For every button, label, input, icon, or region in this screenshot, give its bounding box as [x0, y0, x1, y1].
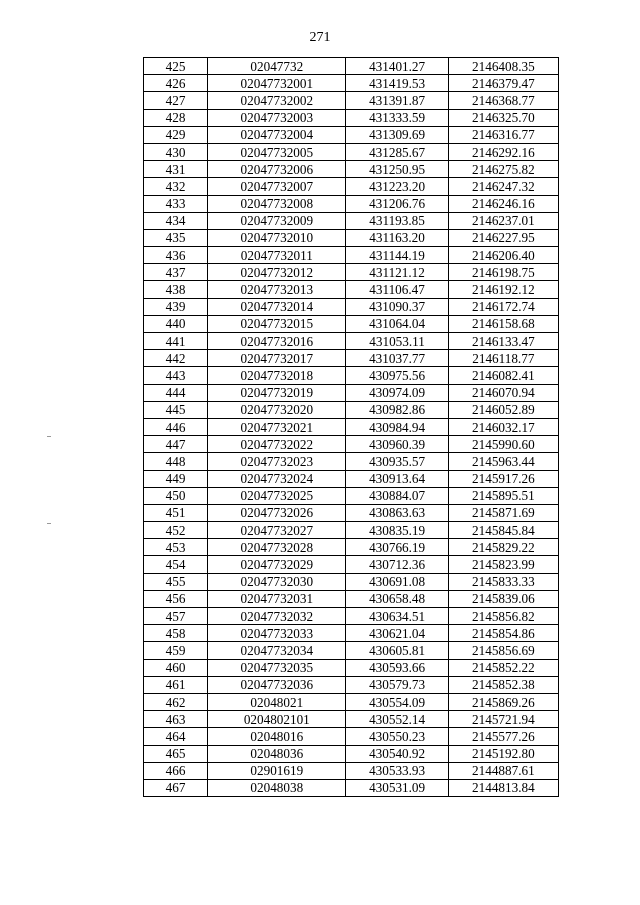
row-number-cell: 451 [144, 504, 208, 521]
y-coordinate-cell: 2146316.77 [448, 126, 558, 143]
row-number-cell: 425 [144, 58, 208, 75]
table-row [144, 436, 559, 453]
point-id-cell: 02047732 [208, 58, 346, 75]
x-coordinate-cell: 430533.93 [346, 762, 448, 779]
table-body [144, 58, 559, 797]
y-coordinate-cell: 2145854.86 [448, 625, 558, 642]
x-coordinate-cell: 431401.27 [346, 58, 448, 75]
row-number-cell: 453 [144, 539, 208, 556]
y-coordinate-cell: 2145869.26 [448, 693, 558, 710]
table-row [144, 333, 559, 350]
y-coordinate-cell: 2145823.99 [448, 556, 558, 573]
table-row [144, 573, 559, 590]
x-coordinate-cell: 431309.69 [346, 126, 448, 143]
y-coordinate-cell: 2146052.89 [448, 401, 558, 418]
table-row [144, 659, 559, 676]
row-number-cell: 447 [144, 436, 208, 453]
point-id-cell: 02047732003 [208, 109, 346, 126]
point-id-cell: 02047732002 [208, 92, 346, 109]
table-row [144, 350, 559, 367]
point-id-cell: 02047732024 [208, 470, 346, 487]
x-coordinate-cell: 430691.08 [346, 573, 448, 590]
point-id-cell: 02048038 [208, 779, 346, 796]
table-row [144, 470, 559, 487]
x-coordinate-cell: 430621.04 [346, 625, 448, 642]
table-row [144, 487, 559, 504]
table-row [144, 264, 559, 281]
x-coordinate-cell: 430960.39 [346, 436, 448, 453]
x-coordinate-cell: 431106.47 [346, 281, 448, 298]
row-number-cell: 435 [144, 229, 208, 246]
row-number-cell: 438 [144, 281, 208, 298]
y-coordinate-cell: 2146379.47 [448, 75, 558, 92]
y-coordinate-cell: 2145577.26 [448, 728, 558, 745]
point-id-cell: 02047732022 [208, 436, 346, 453]
y-coordinate-cell: 2145845.84 [448, 522, 558, 539]
row-number-cell: 455 [144, 573, 208, 590]
table-row [144, 229, 559, 246]
x-coordinate-cell: 430935.57 [346, 453, 448, 470]
point-id-cell: 02047732014 [208, 298, 346, 315]
table-row [144, 126, 559, 143]
y-coordinate-cell: 2144887.61 [448, 762, 558, 779]
y-coordinate-cell: 2146070.94 [448, 384, 558, 401]
x-coordinate-cell: 430554.09 [346, 693, 448, 710]
x-coordinate-cell: 430634.51 [346, 608, 448, 625]
table-row [144, 178, 559, 195]
point-id-cell: 02047732009 [208, 212, 346, 229]
table-row [144, 298, 559, 315]
table-row [144, 556, 559, 573]
row-number-cell: 434 [144, 212, 208, 229]
row-number-cell: 449 [144, 470, 208, 487]
y-coordinate-cell: 2146032.17 [448, 418, 558, 435]
table-row [144, 247, 559, 264]
point-id-cell: 02047732004 [208, 126, 346, 143]
table-row [144, 728, 559, 745]
x-coordinate-cell: 431223.20 [346, 178, 448, 195]
y-coordinate-cell: 2145963.44 [448, 453, 558, 470]
table-row [144, 745, 559, 762]
y-coordinate-cell: 2146118.77 [448, 350, 558, 367]
row-number-cell: 428 [144, 109, 208, 126]
x-coordinate-cell: 430579.73 [346, 676, 448, 693]
x-coordinate-cell: 430863.63 [346, 504, 448, 521]
row-number-cell: 462 [144, 693, 208, 710]
row-number-cell: 454 [144, 556, 208, 573]
y-coordinate-cell: 2146082.41 [448, 367, 558, 384]
point-id-cell: 02048021 [208, 693, 346, 710]
x-coordinate-cell: 430982.86 [346, 401, 448, 418]
x-coordinate-cell: 430974.09 [346, 384, 448, 401]
row-number-cell: 431 [144, 161, 208, 178]
x-coordinate-cell: 431419.53 [346, 75, 448, 92]
x-coordinate-cell: 430975.56 [346, 367, 448, 384]
point-id-cell: 02047732021 [208, 418, 346, 435]
row-number-cell: 442 [144, 350, 208, 367]
y-coordinate-cell: 2145856.69 [448, 642, 558, 659]
table-row [144, 58, 559, 75]
y-coordinate-cell: 2145829.22 [448, 539, 558, 556]
table-row [144, 161, 559, 178]
point-id-cell: 0204802101 [208, 711, 346, 728]
point-id-cell: 02047732010 [208, 229, 346, 246]
y-coordinate-cell: 2146292.16 [448, 143, 558, 160]
point-id-cell: 02047732007 [208, 178, 346, 195]
row-number-cell: 443 [144, 367, 208, 384]
x-coordinate-cell: 430984.94 [346, 418, 448, 435]
x-coordinate-cell: 431144.19 [346, 247, 448, 264]
point-id-cell: 02047732032 [208, 608, 346, 625]
x-coordinate-cell: 430552.14 [346, 711, 448, 728]
row-number-cell: 433 [144, 195, 208, 212]
point-id-cell: 02047732015 [208, 315, 346, 332]
x-coordinate-cell: 431391.87 [346, 92, 448, 109]
row-number-cell: 440 [144, 315, 208, 332]
point-id-cell: 02047732005 [208, 143, 346, 160]
y-coordinate-cell: 2146158.68 [448, 315, 558, 332]
row-number-cell: 430 [144, 143, 208, 160]
point-id-cell: 02047732020 [208, 401, 346, 418]
row-number-cell: 445 [144, 401, 208, 418]
table-row [144, 212, 559, 229]
table-row [144, 762, 559, 779]
y-coordinate-cell: 2146206.40 [448, 247, 558, 264]
table-row [144, 522, 559, 539]
row-number-cell: 463 [144, 711, 208, 728]
page-number: 271 [309, 30, 331, 45]
y-coordinate-cell: 2146172.74 [448, 298, 558, 315]
table-row [144, 608, 559, 625]
x-coordinate-cell: 431053.11 [346, 333, 448, 350]
y-coordinate-cell: 2144813.84 [448, 779, 558, 796]
point-id-cell: 02047732026 [208, 504, 346, 521]
point-id-cell: 02047732011 [208, 247, 346, 264]
y-coordinate-cell: 2145852.38 [448, 676, 558, 693]
x-coordinate-cell: 431037.77 [346, 350, 448, 367]
margin-mark [47, 523, 51, 524]
point-id-cell: 02047732016 [208, 333, 346, 350]
point-id-cell: 02047732030 [208, 573, 346, 590]
table-row [144, 453, 559, 470]
x-coordinate-cell: 430531.09 [346, 779, 448, 796]
row-number-cell: 457 [144, 608, 208, 625]
table-row [144, 504, 559, 521]
row-number-cell: 436 [144, 247, 208, 264]
table-row [144, 367, 559, 384]
y-coordinate-cell: 2146133.47 [448, 333, 558, 350]
table-row [144, 779, 559, 796]
x-coordinate-cell: 430712.36 [346, 556, 448, 573]
table-row [144, 693, 559, 710]
y-coordinate-cell: 2145871.69 [448, 504, 558, 521]
margin-mark [47, 436, 51, 437]
row-number-cell: 426 [144, 75, 208, 92]
table-row [144, 109, 559, 126]
point-id-cell: 02047732029 [208, 556, 346, 573]
x-coordinate-cell: 431250.95 [346, 161, 448, 178]
y-coordinate-cell: 2145917.26 [448, 470, 558, 487]
coordinates-table [143, 57, 559, 797]
row-number-cell: 444 [144, 384, 208, 401]
row-number-cell: 456 [144, 590, 208, 607]
y-coordinate-cell: 2146192.12 [448, 281, 558, 298]
x-coordinate-cell: 431163.20 [346, 229, 448, 246]
y-coordinate-cell: 2146198.75 [448, 264, 558, 281]
y-coordinate-cell: 2146227.95 [448, 229, 558, 246]
point-id-cell: 02047732034 [208, 642, 346, 659]
table-row [144, 315, 559, 332]
point-id-cell: 02047732023 [208, 453, 346, 470]
y-coordinate-cell: 2145839.06 [448, 590, 558, 607]
x-coordinate-cell: 430593.66 [346, 659, 448, 676]
row-number-cell: 441 [144, 333, 208, 350]
table-row [144, 676, 559, 693]
table-row [144, 195, 559, 212]
y-coordinate-cell: 2145856.82 [448, 608, 558, 625]
y-coordinate-cell: 2146368.77 [448, 92, 558, 109]
table-row [144, 401, 559, 418]
table-row [144, 642, 559, 659]
x-coordinate-cell: 431090.37 [346, 298, 448, 315]
row-number-cell: 446 [144, 418, 208, 435]
y-coordinate-cell: 2146246.16 [448, 195, 558, 212]
point-id-cell: 02047732013 [208, 281, 346, 298]
x-coordinate-cell: 431285.67 [346, 143, 448, 160]
y-coordinate-cell: 2145852.22 [448, 659, 558, 676]
point-id-cell: 02047732001 [208, 75, 346, 92]
row-number-cell: 448 [144, 453, 208, 470]
table-row [144, 711, 559, 728]
table-row [144, 418, 559, 435]
point-id-cell: 02047732031 [208, 590, 346, 607]
point-id-cell: 02047732028 [208, 539, 346, 556]
point-id-cell: 02048036 [208, 745, 346, 762]
y-coordinate-cell: 2146247.32 [448, 178, 558, 195]
point-id-cell: 02047732008 [208, 195, 346, 212]
row-number-cell: 466 [144, 762, 208, 779]
point-id-cell: 02048016 [208, 728, 346, 745]
row-number-cell: 429 [144, 126, 208, 143]
x-coordinate-cell: 431064.04 [346, 315, 448, 332]
point-id-cell: 02047732018 [208, 367, 346, 384]
x-coordinate-cell: 430835.19 [346, 522, 448, 539]
row-number-cell: 460 [144, 659, 208, 676]
y-coordinate-cell: 2145192.80 [448, 745, 558, 762]
point-id-cell: 02047732019 [208, 384, 346, 401]
point-id-cell: 02047732027 [208, 522, 346, 539]
x-coordinate-cell: 430913.64 [346, 470, 448, 487]
row-number-cell: 464 [144, 728, 208, 745]
table-row [144, 539, 559, 556]
point-id-cell: 02047732006 [208, 161, 346, 178]
x-coordinate-cell: 430550.23 [346, 728, 448, 745]
row-number-cell: 450 [144, 487, 208, 504]
point-id-cell: 02047732017 [208, 350, 346, 367]
y-coordinate-cell: 2146275.82 [448, 161, 558, 178]
row-number-cell: 461 [144, 676, 208, 693]
row-number-cell: 458 [144, 625, 208, 642]
x-coordinate-cell: 431193.85 [346, 212, 448, 229]
table-row [144, 590, 559, 607]
x-coordinate-cell: 430884.07 [346, 487, 448, 504]
x-coordinate-cell: 431333.59 [346, 109, 448, 126]
y-coordinate-cell: 2145895.51 [448, 487, 558, 504]
row-number-cell: 437 [144, 264, 208, 281]
table-row [144, 281, 559, 298]
table-row [144, 625, 559, 642]
x-coordinate-cell: 430605.81 [346, 642, 448, 659]
point-id-cell: 02047732012 [208, 264, 346, 281]
y-coordinate-cell: 2146408.35 [448, 58, 558, 75]
y-coordinate-cell: 2145833.33 [448, 573, 558, 590]
x-coordinate-cell: 431206.76 [346, 195, 448, 212]
row-number-cell: 439 [144, 298, 208, 315]
row-number-cell: 432 [144, 178, 208, 195]
y-coordinate-cell: 2146237.01 [448, 212, 558, 229]
point-id-cell: 02047732033 [208, 625, 346, 642]
point-id-cell: 02901619 [208, 762, 346, 779]
x-coordinate-cell: 431121.12 [346, 264, 448, 281]
point-id-cell: 02047732025 [208, 487, 346, 504]
row-number-cell: 459 [144, 642, 208, 659]
table-row [144, 75, 559, 92]
point-id-cell: 02047732036 [208, 676, 346, 693]
row-number-cell: 467 [144, 779, 208, 796]
x-coordinate-cell: 430766.19 [346, 539, 448, 556]
point-id-cell: 02047732035 [208, 659, 346, 676]
table-row [144, 92, 559, 109]
x-coordinate-cell: 430658.48 [346, 590, 448, 607]
table-row [144, 143, 559, 160]
y-coordinate-cell: 2145990.60 [448, 436, 558, 453]
y-coordinate-cell: 2146325.70 [448, 109, 558, 126]
x-coordinate-cell: 430540.92 [346, 745, 448, 762]
row-number-cell: 427 [144, 92, 208, 109]
row-number-cell: 452 [144, 522, 208, 539]
table-row [144, 384, 559, 401]
y-coordinate-cell: 2145721.94 [448, 711, 558, 728]
row-number-cell: 465 [144, 745, 208, 762]
